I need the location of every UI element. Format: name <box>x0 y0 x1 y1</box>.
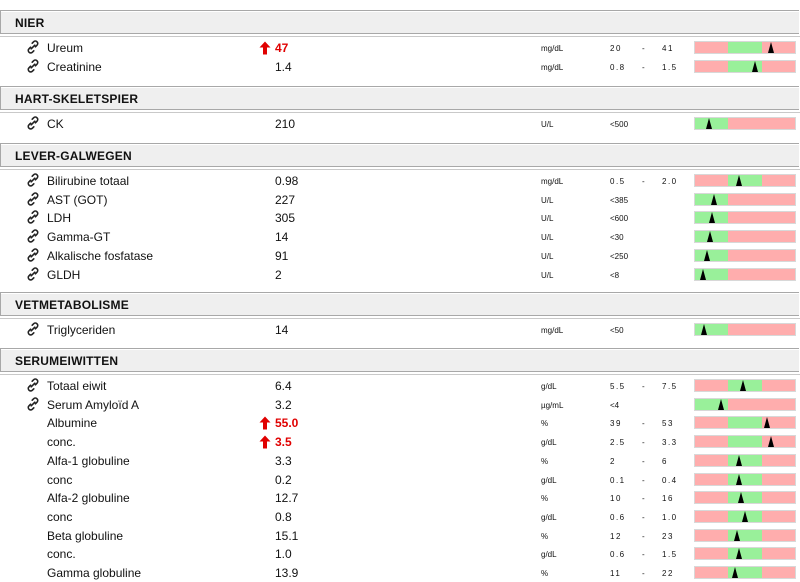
reference-separator: - <box>642 512 645 522</box>
range-bar-marker <box>768 436 774 447</box>
section-header <box>0 348 799 372</box>
test-unit: U/L <box>541 214 554 224</box>
range-bar-normal-zone <box>695 250 728 261</box>
range-bar <box>694 547 796 560</box>
range-bar-marker <box>768 42 774 53</box>
test-name: Totaal eiwit <box>47 379 107 393</box>
test-unit: % <box>541 456 549 466</box>
range-bar <box>694 454 796 467</box>
result-row[interactable] <box>0 414 800 432</box>
test-unit: mg/dL <box>541 326 564 335</box>
test-name: Alfa-2 globuline <box>47 491 130 506</box>
link-icon[interactable] <box>26 267 40 281</box>
result-row[interactable] <box>0 247 800 265</box>
section-divider <box>0 374 800 375</box>
result-row[interactable] <box>0 564 800 582</box>
test-value: 0.2 <box>275 472 292 487</box>
reference-low: 0.8 <box>610 62 626 72</box>
test-unit: U/L <box>541 270 554 280</box>
test-name: Alfa-1 globuline <box>47 453 130 468</box>
test-value: 55.0 <box>275 416 299 431</box>
test-name: Ureum <box>47 41 84 55</box>
result-row[interactable] <box>0 58 800 76</box>
reference-low: 2 <box>610 456 616 466</box>
result-row[interactable] <box>0 209 800 227</box>
test-unit: % <box>541 494 549 504</box>
reference-separator: - <box>642 569 645 578</box>
test-name: conc <box>47 472 73 487</box>
reference-low: 0.5 <box>610 177 626 186</box>
link-icon[interactable] <box>26 248 40 262</box>
range-bar <box>694 249 796 262</box>
range-bar <box>694 473 796 486</box>
range-bar-normal-zone <box>728 175 762 186</box>
link-icon[interactable] <box>26 173 40 187</box>
reference-separator: - <box>642 177 645 186</box>
test-value: 13.9 <box>275 566 299 580</box>
test-unit: % <box>541 419 549 429</box>
section-title: VETMETABOLISME <box>15 298 129 312</box>
link-icon[interactable] <box>26 40 40 54</box>
link-icon[interactable] <box>26 322 40 336</box>
result-row[interactable] <box>0 321 800 339</box>
result-row[interactable] <box>0 115 800 133</box>
section-divider <box>0 318 800 319</box>
test-name: Serum Amyloïd A <box>47 397 140 412</box>
range-bar-marker <box>742 511 748 522</box>
section-header <box>0 143 799 167</box>
result-row[interactable] <box>0 489 800 507</box>
result-row[interactable] <box>0 471 800 489</box>
section-title: LEVER-GALWEGEN <box>15 149 132 163</box>
result-row[interactable] <box>0 191 800 209</box>
range-bar <box>694 323 796 336</box>
reference-high: 22 <box>662 569 674 578</box>
test-name: LDH <box>47 211 72 226</box>
result-row[interactable] <box>0 545 800 563</box>
test-unit: % <box>541 569 549 578</box>
range-bar-marker <box>709 212 715 223</box>
link-icon[interactable] <box>26 116 40 130</box>
test-name: Creatinine <box>47 59 102 74</box>
result-row[interactable] <box>0 172 800 190</box>
reference-separator: - <box>642 550 645 560</box>
test-value: 47 <box>275 41 289 55</box>
section-title: SERUMEIWITTEN <box>15 354 119 368</box>
range-bar-marker <box>734 530 740 541</box>
link-icon[interactable] <box>26 378 40 392</box>
range-bar-marker <box>701 324 707 335</box>
reference-range: <30 <box>610 233 624 243</box>
reference-low: 10 <box>610 494 622 504</box>
test-unit: U/L <box>541 120 554 129</box>
reference-separator: - <box>642 494 645 504</box>
test-name: Triglyceriden <box>47 323 116 337</box>
range-bar <box>694 60 796 73</box>
reference-low: 0.1 <box>610 475 626 485</box>
reference-high: 2.0 <box>662 177 678 186</box>
link-icon[interactable] <box>26 229 40 243</box>
test-name: Gamma-GT <box>47 230 111 245</box>
test-value: 210 <box>275 117 296 131</box>
section-title: HART-SKELETSPIER <box>15 92 139 106</box>
reference-separator: - <box>642 419 645 429</box>
reference-high: 3.3 <box>662 438 678 448</box>
range-bar-normal-zone <box>728 417 762 428</box>
arrow-up-icon <box>259 41 271 55</box>
reference-range: <385 <box>610 195 629 205</box>
range-bar-marker <box>711 194 717 205</box>
range-bar-normal-zone <box>695 324 728 335</box>
reference-high: 16 <box>662 494 674 504</box>
reference-separator: - <box>642 475 645 485</box>
result-row[interactable] <box>0 508 800 526</box>
reference-separator: - <box>642 44 645 53</box>
reference-low: 2.5 <box>610 438 626 448</box>
result-row[interactable] <box>0 527 800 545</box>
test-value: 3.5 <box>275 435 292 450</box>
test-value: 1.0 <box>275 547 292 562</box>
test-unit: mg/dL <box>541 177 564 186</box>
test-unit: g/dL <box>541 512 557 522</box>
test-name: Beta globuline <box>47 528 124 543</box>
range-bar-normal-zone <box>728 436 762 447</box>
test-unit: U/L <box>541 195 554 205</box>
test-value: 305 <box>275 211 296 226</box>
test-unit: µg/mL <box>541 400 564 410</box>
test-name: conc. <box>47 547 76 562</box>
reference-range: <250 <box>610 251 629 261</box>
test-value: 15.1 <box>275 528 299 543</box>
range-bar <box>694 193 796 206</box>
range-bar <box>694 529 796 542</box>
reference-high: 23 <box>662 531 674 541</box>
reference-high: 41 <box>662 44 674 53</box>
test-name: AST (GOT) <box>47 192 108 207</box>
arrow-up-icon <box>259 416 271 430</box>
range-bar <box>694 211 796 224</box>
result-row[interactable] <box>0 452 800 470</box>
section-divider <box>0 36 800 37</box>
test-value: 6.4 <box>275 379 292 393</box>
reference-high: 0.4 <box>662 475 678 485</box>
section-divider <box>0 169 800 170</box>
test-name: Alkalische fosfatase <box>47 248 154 263</box>
range-bar-marker <box>738 492 744 503</box>
range-bar-normal-zone <box>728 492 762 503</box>
reference-separator: - <box>642 382 645 391</box>
range-bar-marker <box>718 399 724 410</box>
link-icon[interactable] <box>26 59 40 73</box>
link-icon[interactable] <box>26 210 40 224</box>
reference-range: <500 <box>610 120 629 129</box>
result-row[interactable] <box>0 433 800 451</box>
test-name: Albumine <box>47 416 98 431</box>
range-bar <box>694 174 796 187</box>
range-bar-marker <box>736 548 742 559</box>
reference-low: 12 <box>610 531 622 541</box>
range-bar-marker <box>736 455 742 466</box>
range-bar-marker <box>704 250 710 261</box>
test-unit: g/dL <box>541 438 557 448</box>
range-bar-marker <box>706 118 712 129</box>
reference-high: 7.5 <box>662 382 678 391</box>
reference-range: <4 <box>610 400 620 410</box>
range-bar <box>694 41 796 54</box>
reference-low: 0.6 <box>610 512 626 522</box>
test-value: 14 <box>275 230 289 245</box>
test-value: 91 <box>275 248 289 263</box>
reference-high: 1.5 <box>662 62 678 72</box>
reference-separator: - <box>642 438 645 448</box>
reference-high: 1.0 <box>662 512 678 522</box>
test-value: 0.8 <box>275 509 292 524</box>
range-bar <box>694 510 796 523</box>
result-row[interactable] <box>0 39 800 57</box>
test-unit: g/dL <box>541 475 557 485</box>
range-bar-normal-zone <box>728 548 762 559</box>
test-name: CK <box>47 117 64 131</box>
range-bar <box>694 268 796 281</box>
test-value: 1.4 <box>275 59 292 74</box>
range-bar <box>694 379 796 392</box>
test-name: Bilirubine totaal <box>47 174 130 188</box>
test-unit: U/L <box>541 251 554 261</box>
reference-high: 53 <box>662 419 674 429</box>
range-bar <box>694 416 796 429</box>
test-unit: g/dL <box>541 550 557 560</box>
test-value: 0.98 <box>275 174 299 188</box>
test-value: 3.2 <box>275 397 292 412</box>
range-bar <box>694 117 796 130</box>
range-bar-marker <box>764 417 770 428</box>
range-bar-normal-zone <box>728 474 762 485</box>
link-icon[interactable] <box>26 192 40 206</box>
test-value: 12.7 <box>275 491 299 506</box>
result-row[interactable] <box>0 396 800 414</box>
test-value: 14 <box>275 323 289 337</box>
reference-range: <600 <box>610 214 629 224</box>
range-bar-marker <box>752 61 758 72</box>
section-header <box>0 292 799 316</box>
range-bar <box>694 398 796 411</box>
range-bar-marker <box>736 175 742 186</box>
test-unit: mg/dL <box>541 44 564 53</box>
test-value: 3.3 <box>275 453 292 468</box>
result-row[interactable] <box>0 377 800 395</box>
reference-low: 39 <box>610 419 622 429</box>
range-bar-normal-zone <box>728 42 762 53</box>
range-bar-marker <box>707 231 713 242</box>
reference-high: 1.5 <box>662 550 678 560</box>
test-name: conc. <box>47 435 76 450</box>
test-unit: U/L <box>541 233 554 243</box>
test-unit: g/dL <box>541 382 557 391</box>
reference-low: 11 <box>610 569 622 578</box>
test-unit: % <box>541 531 549 541</box>
test-name: conc <box>47 509 73 524</box>
section-header <box>0 86 799 110</box>
range-bar <box>694 491 796 504</box>
range-bar-marker <box>732 567 738 578</box>
result-row[interactable] <box>0 266 800 284</box>
arrow-up-icon <box>259 435 271 449</box>
test-name: Gamma globuline <box>47 566 142 580</box>
section-divider <box>0 112 800 113</box>
section-title: NIER <box>15 16 45 30</box>
reference-separator: - <box>642 456 645 466</box>
reference-separator: - <box>642 62 645 72</box>
section-header <box>0 10 799 34</box>
range-bar <box>694 566 796 579</box>
reference-low: 0.6 <box>610 550 626 560</box>
reference-separator: - <box>642 531 645 541</box>
reference-range: <50 <box>610 326 624 335</box>
range-bar-marker <box>740 380 746 391</box>
range-bar-marker <box>736 474 742 485</box>
test-unit: mg/dL <box>541 62 564 72</box>
reference-low: 20 <box>610 44 622 53</box>
result-row[interactable] <box>0 228 800 246</box>
range-bar <box>694 435 796 448</box>
test-value: 227 <box>275 192 296 207</box>
range-bar-normal-zone <box>728 455 762 466</box>
range-bar-marker <box>700 269 706 280</box>
range-bar <box>694 230 796 243</box>
reference-low: 5.5 <box>610 382 626 391</box>
test-value: 2 <box>275 267 282 282</box>
link-icon[interactable] <box>26 397 40 411</box>
test-name: GLDH <box>47 267 81 282</box>
reference-high: 6 <box>662 456 668 466</box>
reference-range: <8 <box>610 270 620 280</box>
